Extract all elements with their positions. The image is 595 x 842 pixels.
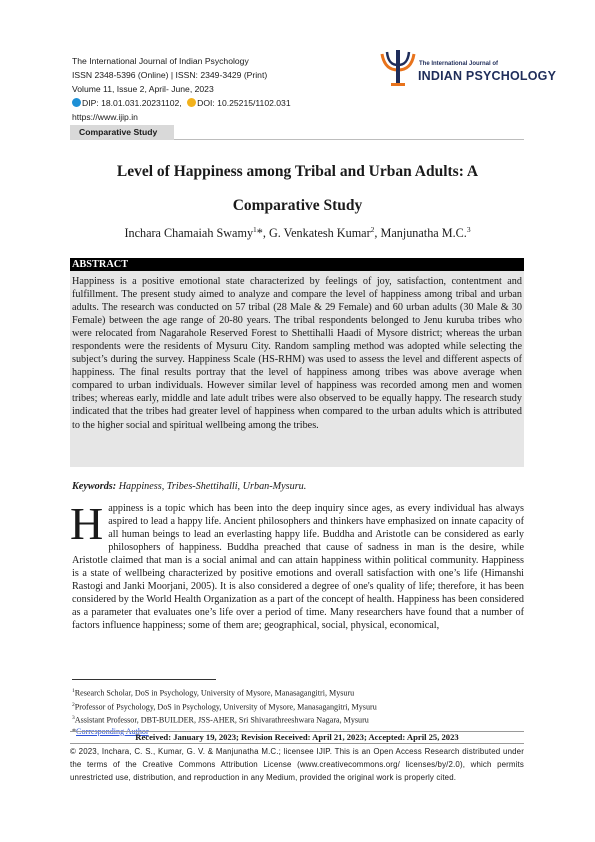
footnote-text: Professor of Psychology, DoS in Psychology, University of Mysore, Manasagangitri, Mysuru <box>74 702 377 712</box>
logo-big-text: INDIAN PSYCHOLOGY <box>418 69 557 83</box>
footnotes <box>72 686 524 738</box>
journal-logo <box>378 50 557 90</box>
doi-text[interactable]: DOI: 10.25215/1102.031 <box>197 98 291 108</box>
footnote-rule <box>72 679 216 680</box>
author-affiliation-mark: 1 <box>253 225 257 234</box>
body-text: appiness is a topic which has been into the deep inquiry since ages, as every individual has always aspired to lead a happy life. Ancient philosophers and thinkers have emphasized on innate capacity of all human beings to lead an everlasting happy life. Buddha and Aristotle can be considered as early philosophers of happiness. Buddha preached that cause of sadness in man is the desire, while Aristotle claimed that man is a social animal and can attain happiness within political community. Happiness is a state of wellbeing characterized by positive emotions and overall satisfaction with one’s life (Himanshi Rastogi and Janki Moorjani, 2005). It is also considered a degree of one's quality of life; therefore, it has been considered by the World Health Organization as a part of the concept of health. Happiness has been considered as a parameter that evaluates one’s life over a period of time. Many researchers have found that a number of factors influence happiness; some of them are; geographical, social, physical, economical, <box>72 503 524 632</box>
author-separator: *, <box>256 226 269 241</box>
submission-dates: Received: January 19, 2023; Revision Received: April 21, 2023; Accepted: April 25, 2023 <box>70 731 524 743</box>
abstract-text: Happiness is a positive emotional state characterized by feelings of joy, satisfaction, contentment and fulfillment. The present study aimed to analyze and compare the level of happiness among tribal and urban adults. The research was conducted on 57 tribal (28 Male & 29 Female) and 60 urban adults (30 Male & 30 Female) between the age range of 20-80 years. The tribal respondents belonged to Jenu kuruba tribes who were relocated from Nagarahole Reserved Forest to Shettihalli Haadi of Mysore district; whereas the urban respondents were the residents of Mysuru City. Random sampling method was adopted while selecting the subject’s during the survey. Happiness Scale (HS-RHM) was used to assess the level and different aspects of happiness. The final results portray that the level of happiness among tribes was above average when compared to urban individuals. However similar level of happiness was recorded among men and women tribes; whereas early, middle and late adult tribes were also observed to be equally happy. The research study indicated that the tribes had greater level of happiness when compared to the urban adults which is attributed to the higher social and spiritual wellbeing among the tribes. <box>72 276 522 431</box>
corresponding-author-link[interactable]: Corresponding Author <box>76 726 149 736</box>
author-affiliation-mark: 3 <box>466 225 471 234</box>
author-name: Inchara Chamaiah Swamy <box>124 226 254 241</box>
paper-title: Level of Happiness among Tribal and Urban Adults: A Comparative Study <box>116 163 479 214</box>
keywords-text: Happiness, Tribes-Shettihalli, Urban-Mysuru. <box>118 481 307 492</box>
footnote <box>72 700 524 714</box>
footnote <box>72 713 524 727</box>
doi-badge-icon <box>187 98 196 107</box>
journal-volume: Volume 11, Issue 2, April- June, 2023 <box>72 84 214 94</box>
footnote-mark: 1 <box>72 688 75 694</box>
journal-identifiers <box>72 96 291 110</box>
body-paragraph <box>70 498 524 632</box>
dip-badge-icon <box>72 98 81 107</box>
author-list <box>72 225 523 241</box>
author-separator: , <box>374 226 381 241</box>
journal-url[interactable]: https://www.ijip.in <box>72 112 138 122</box>
footnote-mark: 2 <box>72 701 75 708</box>
author-affiliation-mark: 2 <box>370 225 375 234</box>
journal-info <box>72 54 291 124</box>
author-name: G. Venkatesh Kumar <box>268 226 371 241</box>
abstract-heading: ABSTRACT <box>70 258 524 271</box>
journal-issn: ISSN 2348-5396 (Online) | ISSN: 2349-3429 (Print) <box>72 70 268 80</box>
footnote-mark: 3 <box>72 715 75 722</box>
logo-small-text: The International Journal of <box>419 61 499 67</box>
author-name: Manjunatha M.C. <box>380 226 467 241</box>
logo-psi-icon <box>378 48 418 90</box>
keywords <box>72 481 524 492</box>
journal-name: The International Journal of Indian Psychology <box>72 56 249 66</box>
dip-text[interactable]: DIP: 18.01.031.20231102, <box>82 98 182 108</box>
footnote <box>72 686 524 700</box>
license-text: © 2023, Inchara, C. S., Kumar, G. V. & Manjunatha M.C.; licensee IJIP. This is an Open Access Research distributed under the terms of the Creative Commons Attribution License (www.creativecommons.org/ licenses/by/2.0), which permits unrestricted use, distribution, and reproduction in any Medium, provided the original work is properly cited. <box>70 743 524 784</box>
footnote-text: Assistant Professor, DBT-BUILDER, JSS-AHER, Sri Shivarathreeshwara Nagara, Mysuru <box>74 715 369 725</box>
keywords-label: Keywords: <box>72 481 117 492</box>
corresponding-mark: * <box>72 726 77 736</box>
drop-cap: H <box>70 498 104 549</box>
section-tag: Comparative Study <box>70 125 174 140</box>
footnote-text: Research Scholar, DoS in Psychology, University of Mysore, Manasagangitri, Mysuru <box>74 688 355 698</box>
